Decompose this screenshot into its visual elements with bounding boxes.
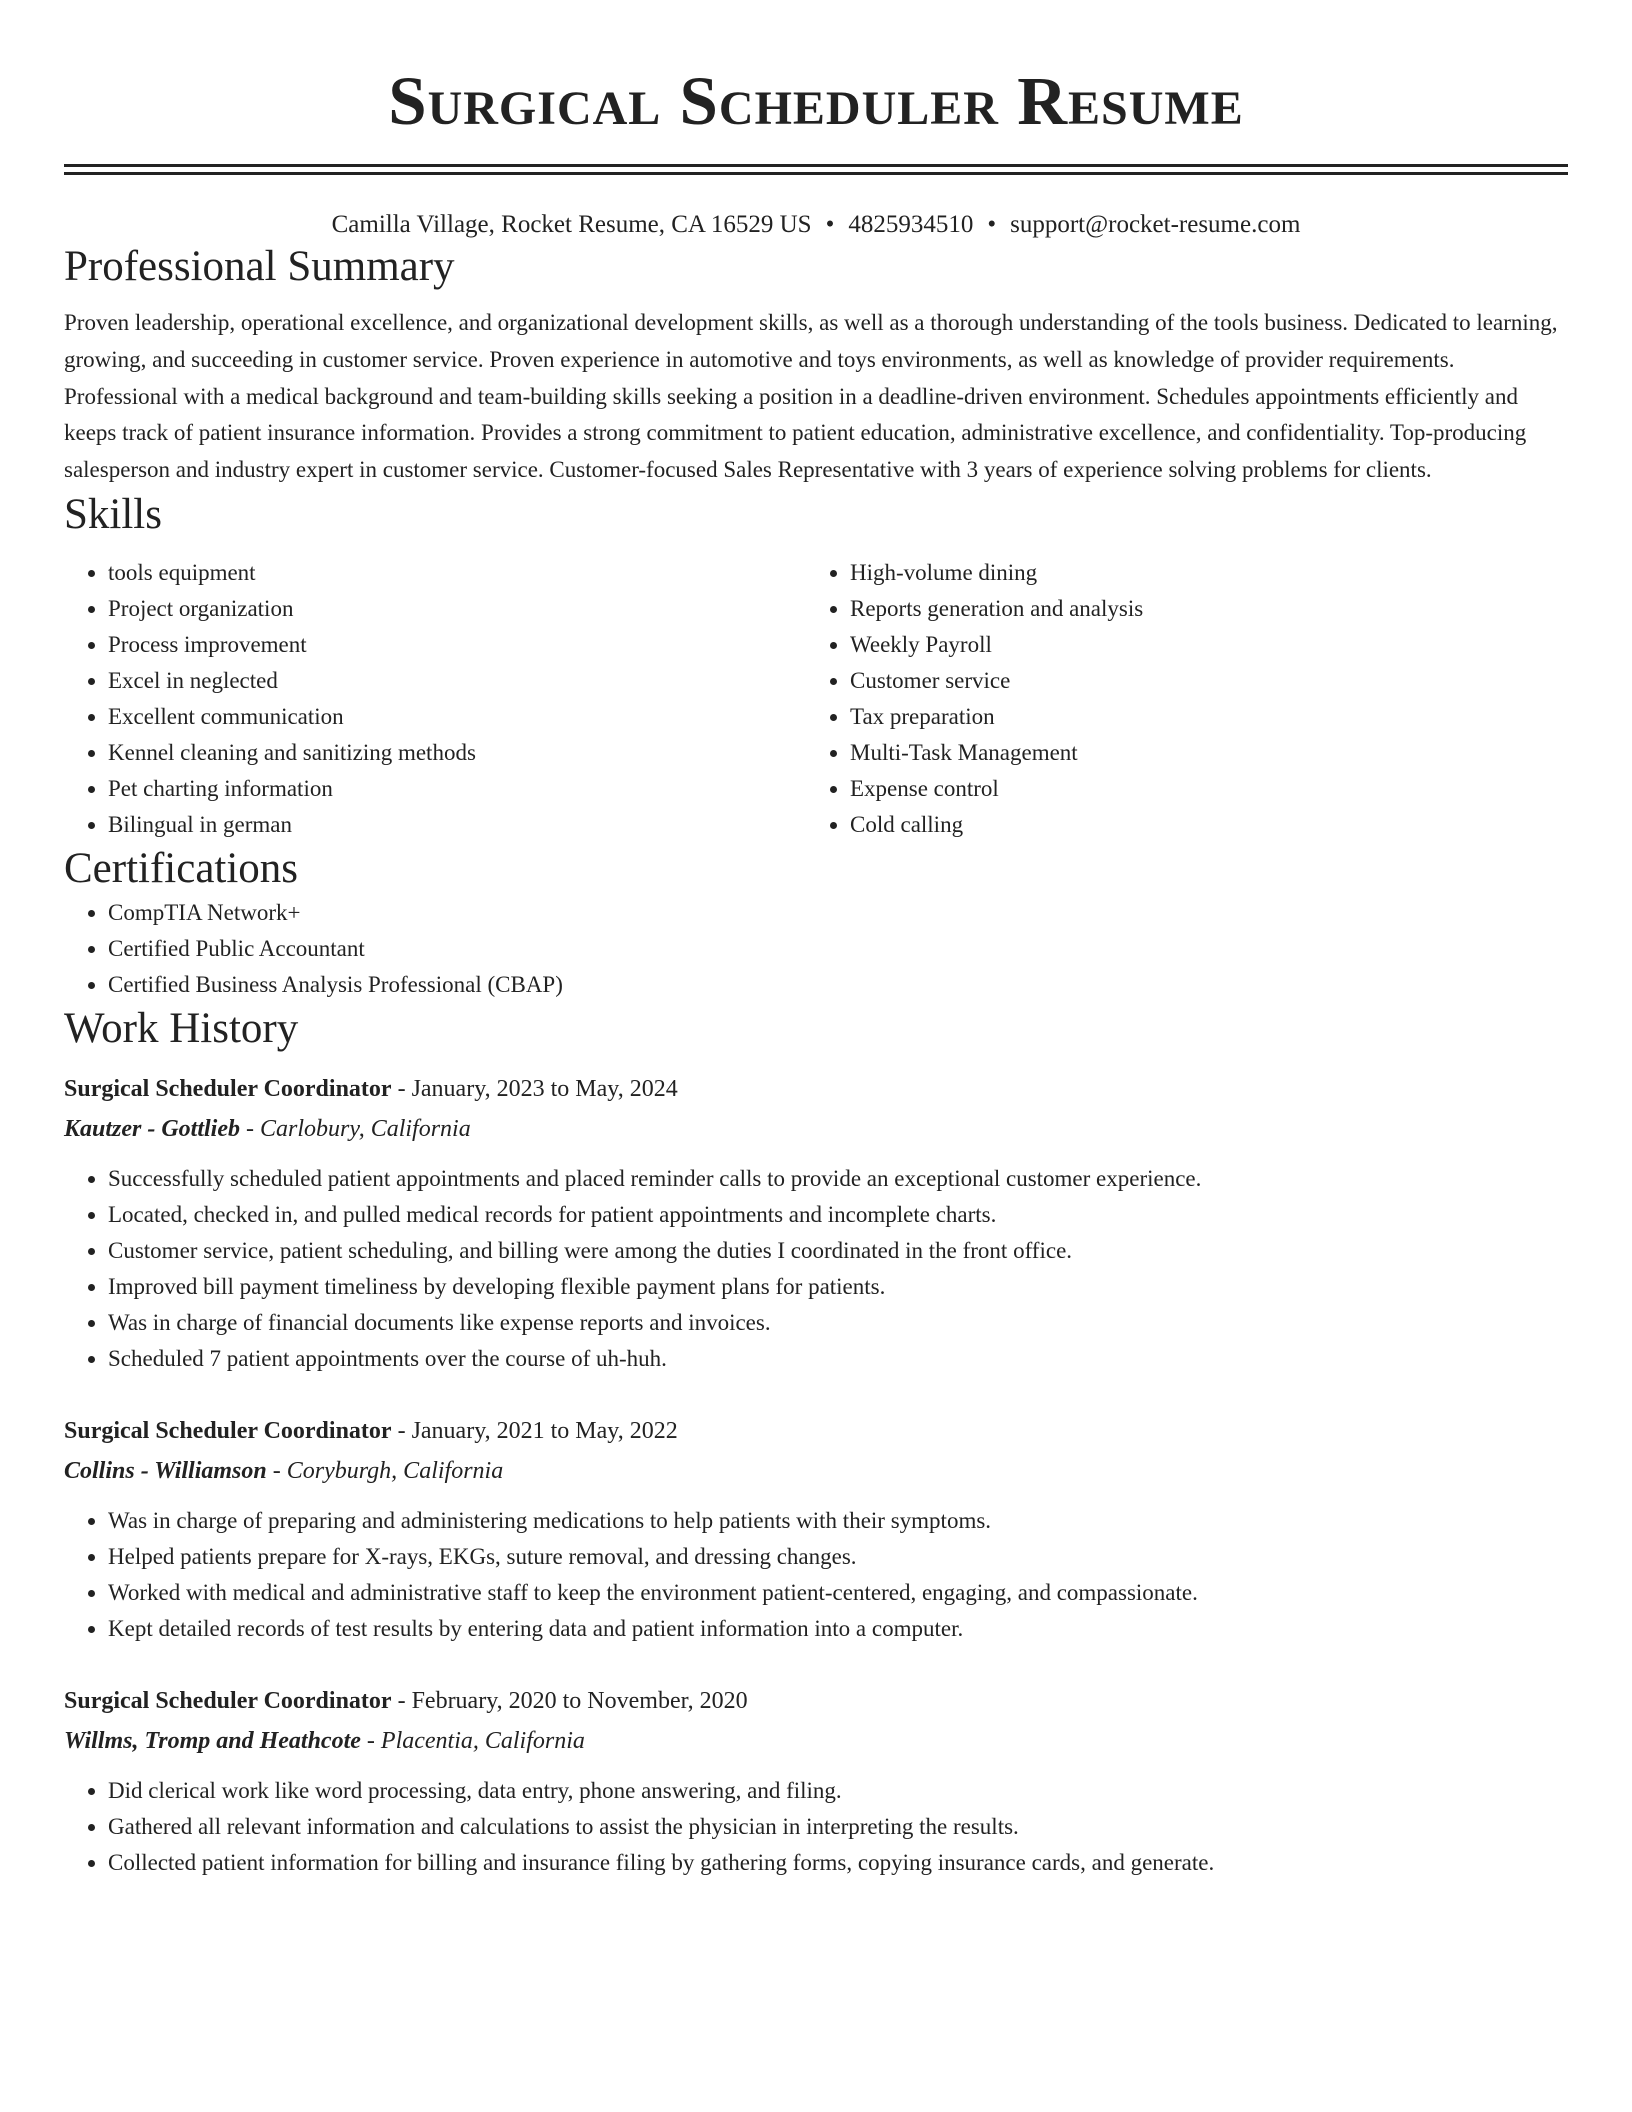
job-entry	[64, 1069, 1568, 1377]
job-title: Surgical Scheduler Coordinator	[64, 1417, 392, 1444]
job-company: Willms, Tromp and Heathcote	[64, 1727, 361, 1754]
skill-item: • High-volume dining	[850, 555, 1548, 591]
certifications-heading: Certifications	[64, 844, 299, 892]
skill-item: • Project organization	[108, 591, 806, 627]
job-company-line	[64, 1721, 1568, 1761]
job-bullet: • Gathered all relevant information and calculations to assist the physician in interpreting the results.	[108, 1809, 1568, 1845]
skills-heading: Skills	[64, 490, 162, 538]
skill-item: • Expense control	[850, 771, 1548, 807]
job-dates: February, 2020 to November, 2020	[411, 1687, 748, 1714]
skills-list-left	[64, 555, 806, 843]
job-location: Coryburgh, California	[286, 1457, 504, 1484]
skills-column-left	[64, 555, 806, 843]
job-title: Surgical Scheduler Coordinator	[64, 1075, 392, 1102]
work-history-heading: Work History	[64, 1004, 299, 1052]
skill-item: • Pet charting information	[108, 771, 806, 807]
job-bullet: • Did clerical work like word processing, data entry, phone answering, and filing.	[108, 1773, 1568, 1809]
job-bullet: • Scheduled 7 patient appointments over the course of uh-huh.	[108, 1341, 1568, 1377]
job-dash: -	[240, 1115, 261, 1142]
job-title-line	[64, 1411, 1568, 1451]
contact-separator: •	[825, 211, 835, 238]
job-title: Surgical Scheduler Coordinator	[64, 1687, 392, 1714]
job-dash: -	[360, 1727, 381, 1754]
job-bullet: • Helped patients prepare for X-rays, EKGs, suture removal, and dressing changes.	[108, 1539, 1568, 1575]
job-bullet: • Kept detailed records of test results by entering data and patient information into a computer.	[108, 1611, 1568, 1647]
job-bullets	[64, 1503, 1568, 1647]
job-bullet: • Was in charge of financial documents like expense reports and invoices.	[108, 1305, 1568, 1341]
contact-phone: 4825934510	[848, 211, 974, 238]
contact-address: Camilla Village, Rocket Resume, CA 16529 US	[331, 211, 812, 238]
job-bullet: • Was in charge of preparing and administering medications to help patients with their symptoms.	[108, 1503, 1568, 1539]
job-location: Carlobury, California	[260, 1115, 471, 1142]
job-bullet: • Customer service, patient scheduling, and billing were among the duties I coordinated in the front office.	[108, 1233, 1568, 1269]
skill-item: • tools equipment	[108, 555, 806, 591]
job-bullet: • Successfully scheduled patient appointments and placed reminder calls to provide an exceptional customer experience.	[108, 1161, 1568, 1197]
job-entry	[64, 1681, 1568, 1881]
skill-item: • Excellent communication	[108, 699, 806, 735]
skill-item: • Multi-Task Management	[850, 735, 1548, 771]
job-title-line	[64, 1069, 1568, 1109]
certification-item: • CompTIA Network+	[108, 895, 1568, 931]
job-company: Collins - Williamson	[64, 1457, 267, 1484]
job-dates: January, 2023 to May, 2024	[411, 1075, 678, 1102]
job-bullet: • Improved bill payment timeliness by developing flexible payment plans for patients.	[108, 1269, 1568, 1305]
skill-item: • Customer service	[850, 663, 1548, 699]
skill-item: • Weekly Payroll	[850, 627, 1548, 663]
contact-separator: •	[987, 211, 997, 238]
contact-line	[64, 209, 1568, 241]
job-bullet: • Collected patient information for billing and insurance filing by gathering forms, copying insurance cards, and generate.	[108, 1845, 1568, 1881]
skill-item: • Reports generation and analysis	[850, 591, 1548, 627]
job-dash: -	[391, 1075, 412, 1102]
contact-email: support@rocket-resume.com	[1010, 211, 1301, 238]
skills-list-right	[806, 555, 1548, 843]
skill-item: • Kennel cleaning and sanitizing methods	[108, 735, 806, 771]
job-bullet: • Located, checked in, and pulled medical records for patient appointments and incomplete charts.	[108, 1197, 1568, 1233]
job-bullets	[64, 1773, 1568, 1881]
title-double-rule	[64, 164, 1568, 175]
job-location: Placentia, California	[380, 1727, 585, 1754]
job-bullets	[64, 1161, 1568, 1377]
job-company: Kautzer - Gottlieb	[64, 1115, 241, 1142]
certification-item: • Certified Public Accountant	[108, 931, 1568, 967]
job-entry	[64, 1411, 1568, 1647]
skills-column-right	[806, 555, 1548, 843]
job-bullet: • Worked with medical and administrative staff to keep the environment patient-centered, engaging, and compassionate.	[108, 1575, 1568, 1611]
job-company-line	[64, 1109, 1568, 1149]
resume-content	[64, 0, 1568, 1881]
skills-columns	[64, 555, 1568, 843]
job-title-line	[64, 1681, 1568, 1721]
summary-text: Proven leadership, operational excellence, and organizational development skills, as well as a thorough understanding of the tools business. Dedicated to learning, growing, and succeeding in customer service. Proven experience in automotive and toys environments, as well as knowledge of provider requirements. Professional with a medical background and team-building skills seeking a position in a deadline-driven environment. Schedules appointments efficiently and keeps track of patient insurance information. Provides a strong commitment to patient education, administrative excellence, and confidentiality. Top-producing salesperson and industry expert in customer service. Customer-focused Sales Representative with 3 years of experience solving problems for clients.	[64, 310, 1558, 483]
skill-item: • Cold calling	[850, 807, 1548, 843]
certifications-list	[64, 895, 1568, 1003]
job-dash: -	[391, 1417, 412, 1444]
skill-item: • Excel in neglected	[108, 663, 806, 699]
resume-title: Surgical Scheduler Resume	[388, 63, 1244, 139]
skill-item: • Process improvement	[108, 627, 806, 663]
job-dates: January, 2021 to May, 2022	[411, 1417, 678, 1444]
summary-heading: Professional Summary	[64, 243, 455, 290]
certification-item: • Certified Business Analysis Professional (CBAP)	[108, 967, 1568, 1003]
job-dash: -	[391, 1687, 412, 1714]
skill-item: • Tax preparation	[850, 699, 1548, 735]
skill-item: • Bilingual in german	[108, 807, 806, 843]
job-dash: -	[266, 1457, 287, 1484]
job-company-line	[64, 1451, 1568, 1491]
